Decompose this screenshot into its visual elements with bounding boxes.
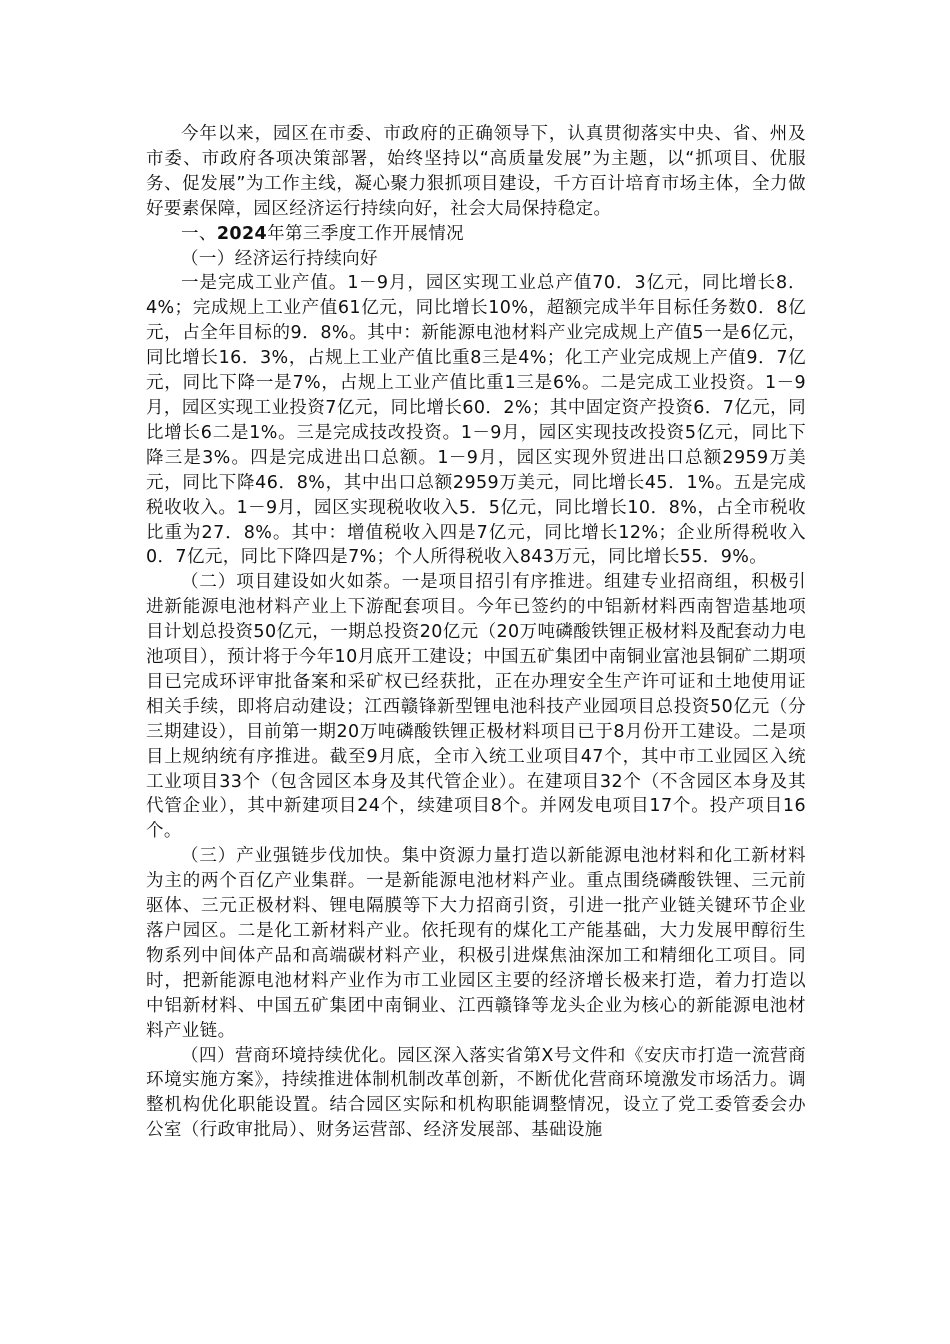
industry-paragraph: （三）产业强链步伐加快。集中资源力量打造以新能源电池材料和化工新材料为主的两个百亿产业集群。一是新能源电池材料产业。重点围绕磷酸铁锂、三元前驱体、三元正极材料、锂电隔膜等下大力招商引资，引进一批产业链关键环节企业落户园区。二是化工新材料产业。依托现有的煤化工产能基础，大力发展甲醇衍生物系列中间体产品和高端碳材料产业，积极引进煤焦油深加工和精细化工项目。同时，把新能源电池材料产业作为市工业园区主要的经济增长极来打造，着力打造以中铝新材料、中国五矿集团中南铜业、江西赣锋等龙头企业为核心的新能源电池材料产业链。	[146, 846, 806, 1041]
business-environment-paragraph: （四）营商环境持续优化。园区深入落实省第X号文件和《安庆市打造一流营商环境实施方案》，持续推进体制机制改革创新，不断优化营商环境激发市场活力。调整机构优化职能设置。结合园区实际和机构职能调整情况，设立了党工委管委会办公室（行政审批局）、财务运营部、经济发展部、基础设施	[146, 1045, 806, 1141]
economy-paragraph: 一是完成工业产值。1－9月，园区实现工业总产值70．3亿元，同比增长8．4%；完成规上工业产值61亿元，同比增长10%，超额完成半年目标任务数0．8亿元，占全年目标的9．8%。其中：新能源电池材料产业完成规上产值5一是6亿元，同比增长16．3%，占规上工业产值比重8三是4%；化工产业完成规上产值9．7亿元，同比下降一是7%，占规上工业产值比重1三是6%。二是完成工业投资。1－9月，园区实现工业投资7亿元，同比增长60．2%；其中固定资产投资6．7亿元，同比增长6二是1%。三是完成技改投资。1－9月，园区实现技改投资5亿元，同比下降三是3%。四是完成进出口总额。1－9月，园区实现外贸进出口总额2959万美元，同比下降46．8%，其中出口总额2959万美元，同比增长45．1%。五是完成税收收入。1－9月，园区实现税收收入5．5亿元，同比增长10．8%，占全市税收比重为27．8%。其中：增值税收入四是7亿元，同比增长12%；企业所得税收入0．7亿元，同比下降四是7%；个人所得税收入843万元，同比增长55．9%。	[146, 273, 806, 568]
document-body	[146, 122, 806, 1143]
subheading-economy: （一）经济运行持续向好	[181, 248, 378, 269]
section-heading-prefix: 一、	[181, 223, 217, 244]
section-heading	[146, 222, 806, 247]
section-heading-suffix: 年第三季度工作开展情况	[267, 223, 465, 244]
section-heading-year: 2024	[216, 223, 268, 244]
projects-paragraph: （二）项目建设如火如荼。一是项目招引有序推进。组建专业招商组，积极引进新能源电池材料产业上下游配套项目。今年已签约的中铝新材料西南智造基地项目计划总投资50亿元，一期总投资20亿元（20万吨磷酸铁锂正极材料及配套动力电池项目），预计将于今年10月底开工建设；中国五矿集团中南铜业富池县铜矿二期项目已完成环评审批备案和采矿权已经获批，正在办理安全生产许可证和土地使用证相关手续，即将启动建设；江西赣锋新型锂电池科技产业园项目总投资50亿元（分三期建设），目前第一期20万吨磷酸铁锂正极材料项目已于8月份开工建设。二是项目上规纳统有序推进。截至9月底，全市入统工业项目47个，其中市工业园区入统工业项目33个（包含园区本身及其代管企业）。在建项目32个（不含园区本身及其代管企业），其中新建项目24个，续建项目8个。并网发电项目17个。投产项目16个。	[146, 572, 806, 842]
intro-paragraph: 今年以来，园区在市委、市政府的正确领导下，认真贯彻落实中央、省、州及市委、市政府各项决策部署，始终坚持以“高质量发展”为主题，以“抓项目、优服务、促发展”为工作主线，凝心聚力狠抓项目建设，千方百计培育市场主体，全力做好要素保障，园区经济运行持续向好，社会大局保持稳定。	[146, 124, 806, 219]
